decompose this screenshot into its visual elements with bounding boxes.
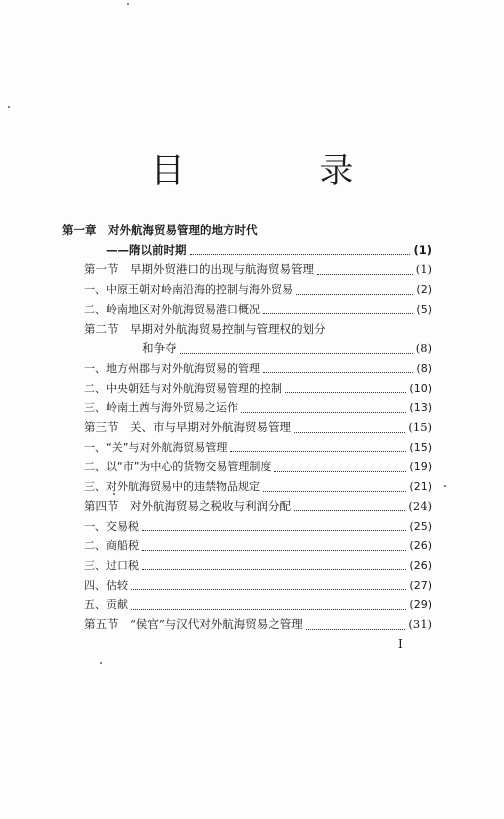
toc-entry[interactable] (62, 242, 432, 260)
toc-entry[interactable] (62, 616, 432, 634)
toc-entry-label: 五、贡献 (84, 598, 128, 612)
toc-entry-label: 一、地方州郡与对外航海贸易的管理 (84, 361, 260, 375)
toc-entry[interactable] (62, 261, 432, 279)
toc-entry[interactable] (62, 478, 432, 496)
toc-entry-label: 第二节 早期对外航海贸易控制与管理权的划分 (84, 321, 326, 336)
toc-entry-label: 一、交易税 (84, 519, 139, 533)
toc-entry-page: (26) (409, 539, 432, 553)
toc-entry[interactable] (62, 577, 432, 595)
toc-entry[interactable] (62, 360, 432, 378)
toc-entry[interactable] (62, 458, 432, 476)
toc-entry-label: 三、过口税 (84, 558, 139, 572)
toc-entry-label: 和争夺 (142, 341, 177, 356)
toc-entry-label: 二、中央朝廷与对外航海贸易管理的控制 (84, 381, 282, 395)
leader-dots (294, 424, 405, 433)
toc-entry-label: 第一节 早期外贸港口的出现与航海贸易管理 (84, 262, 314, 277)
toc-entry[interactable] (62, 222, 432, 240)
toc-entry[interactable] (62, 380, 432, 398)
toc-entry-label: 一、中原王朝对岭南沿海的控制与海外贸易 (84, 283, 293, 297)
toc-entry-page: (25) (409, 519, 432, 533)
page-number: I (398, 637, 403, 651)
toc-entry-page: (2) (416, 283, 432, 297)
leader-dots (230, 443, 406, 452)
toc-entry-page: (5) (416, 302, 432, 316)
toc-entry[interactable] (62, 498, 432, 516)
leader-dots (142, 522, 406, 531)
toc-entry-label: 第三节 关、市与早期对外航海贸易管理 (84, 420, 291, 434)
toc-entry-page: (10) (409, 381, 432, 395)
toc-entry[interactable] (62, 340, 432, 358)
toc-entry-label: 三、对外航海贸易中的违禁物品规定 (84, 480, 260, 494)
toc-entry[interactable] (62, 419, 432, 437)
toc-entry-label: ——隋以前时期 (106, 242, 187, 257)
leader-dots (131, 601, 406, 610)
toc-entry[interactable] (62, 439, 432, 457)
toc-entry-label: 一、“关”与对外航海贸易管理 (84, 440, 228, 454)
leader-dots (142, 561, 406, 570)
leader-dots (296, 286, 413, 295)
toc-entry-page: (8) (416, 361, 432, 375)
toc-entry[interactable] (62, 596, 432, 614)
scan-speck (127, 3, 129, 5)
leader-dots (285, 384, 406, 393)
leader-dots (317, 266, 413, 275)
toc-entry[interactable] (62, 399, 432, 417)
toc-entry-page: (26) (409, 558, 432, 572)
toc-entry-page: (13) (409, 401, 432, 415)
page-title: 目 录 (150, 151, 416, 191)
toc-entry-page: (15) (408, 420, 432, 434)
toc-entry[interactable] (62, 518, 432, 536)
toc-entry-page: (27) (409, 578, 432, 592)
toc-entry-page: (24) (408, 498, 432, 513)
toc-entry-page: (1) (413, 242, 432, 257)
toc-entry-page: (8) (415, 341, 432, 356)
toc-entry-label: 四、估较 (84, 578, 128, 592)
toc-entry-page: (21) (409, 480, 432, 494)
toc-entry-page: (29) (409, 598, 432, 612)
toc-entry-label: 第四节 对外航海贸易之税收与利润分配 (84, 498, 291, 513)
leader-dots (131, 581, 406, 590)
toc-entry[interactable] (62, 537, 432, 555)
toc-entry-page: (31) (408, 617, 432, 631)
leader-dots (263, 483, 406, 492)
toc-entry-label: 二、商船税 (84, 539, 139, 553)
scan-speck (8, 106, 10, 108)
toc-entry-label: 二、岭南地区对外航海贸易港口概况 (84, 302, 260, 316)
leader-dots (241, 404, 406, 413)
leader-dots (263, 305, 413, 314)
leader-dots (190, 246, 411, 255)
leader-dots (263, 364, 413, 373)
toc-entry-label: 二、以“市”为中心的货物交易管理制度 (84, 460, 272, 474)
toc-entry-page: (15) (409, 440, 432, 454)
toc-entry[interactable] (62, 301, 432, 319)
leader-dots (180, 345, 413, 354)
toc-entry-label: 第五节 “侯官”与汉代对外航海贸易之管理 (84, 617, 303, 631)
toc-entry-page: (19) (409, 460, 432, 474)
toc-entry-page: (1) (415, 262, 432, 277)
leader-dots (142, 542, 406, 551)
toc-entry-label: 第一章 对外航海贸易管理的地方时代 (62, 223, 258, 237)
scan-speck (100, 662, 102, 664)
leader-dots (294, 502, 405, 511)
toc-entry[interactable] (62, 557, 432, 575)
leader-dots (306, 621, 406, 630)
scan-speck (444, 485, 446, 487)
toc-entry[interactable] (62, 281, 432, 299)
leader-dots (274, 463, 406, 472)
toc-entry[interactable] (62, 321, 432, 339)
toc-entry-label: 三、岭南土酋与海外贸易之运作 (84, 401, 238, 415)
